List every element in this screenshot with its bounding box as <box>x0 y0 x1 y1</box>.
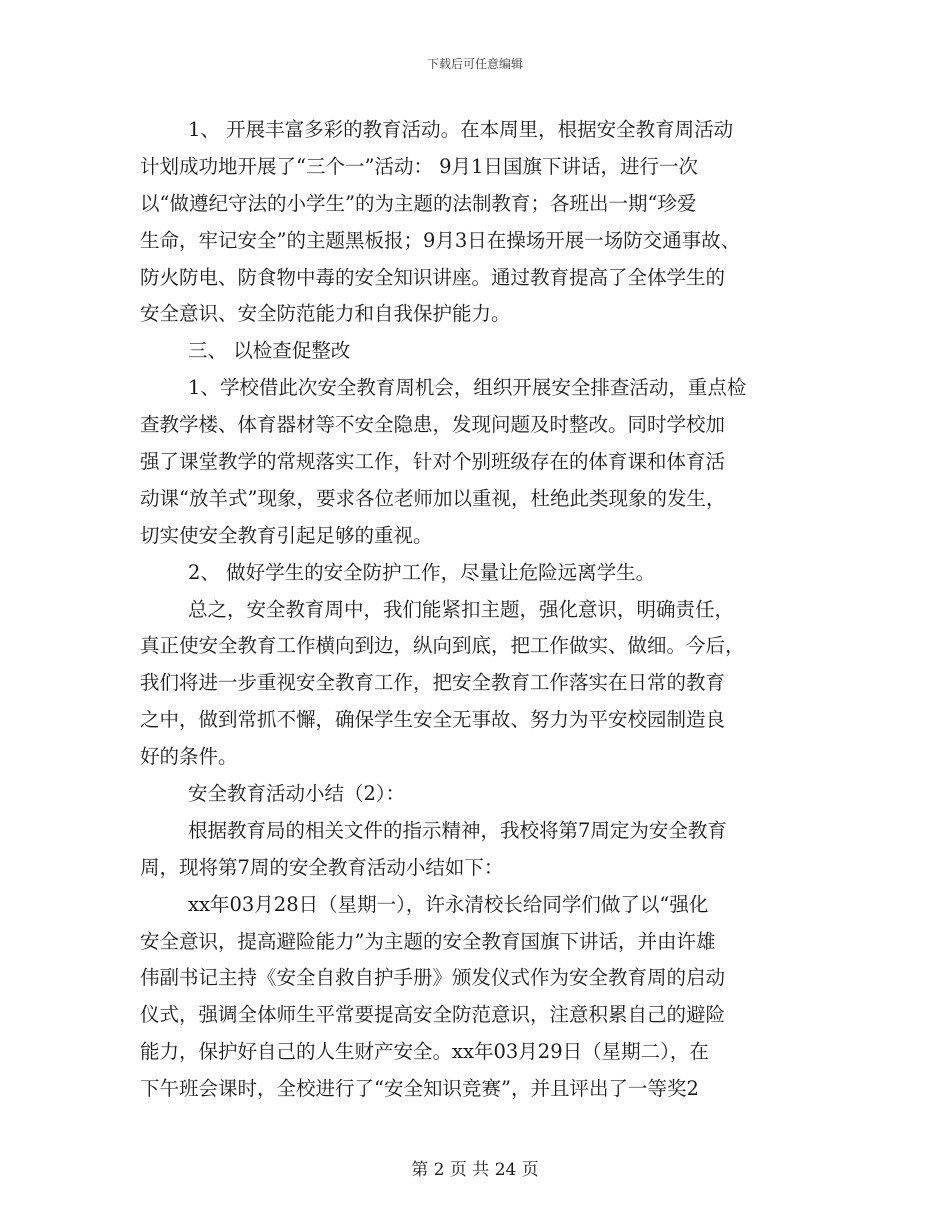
document-body <box>140 112 820 1108</box>
text-line: 强了课堂教学的常规落实工作，针对个别班级存在的体育课和体育活 <box>140 450 726 474</box>
text-line: 安全意识、安全防范能力和自我保护能力。 <box>140 302 511 326</box>
text-line: 仪式，强调全体师生平常要提高安全防范意识，注意积累自己的避险 <box>140 1003 726 1027</box>
text-line: 之中，做到常抓不懈，确保学生安全无事故、努力为平安校园制造良 <box>140 708 726 732</box>
text-line: 查教学楼、体育器材等不安全隐患，发现问题及时整改。同时学校加 <box>140 413 726 437</box>
text-line: 安全意识，提高避险能力”为主题的安全教育国旗下讲话，并由许雄 <box>140 929 716 953</box>
page-header: 下载后可任意编辑 <box>426 57 523 71</box>
text-line: 生命，牢记安全”的主题黑板报；9月3日在操场开展一场防交通事故、 <box>140 228 741 252</box>
text-line: 2、 做好学生的安全防护工作，尽量让危险远离学生。 <box>188 560 656 584</box>
text-line: 1、学校借此次安全教育周机会，组织开展安全排查活动，重点检 <box>188 376 747 400</box>
text-line: 总之，安全教育周中，我们能紧扣主题，强化意识，明确责任， <box>188 597 735 621</box>
text-line: 根据教育局的相关文件的指示精神，我校将第7周定为安全教育 <box>188 818 727 842</box>
text-line: 动课“放羊式”现象，要求各位老师加以重视，杜绝此类现象的发生， <box>140 486 726 510</box>
text-line: 切实使安全教育引起足够的重视。 <box>140 523 433 547</box>
text-line: 我们将进一步重视安全教育工作，把安全教育工作落实在日常的教育 <box>140 671 726 695</box>
text-line: 三、 以检查促整改 <box>188 339 351 363</box>
text-line: 安全教育活动小结（2）： <box>188 782 406 806</box>
text-line: 防火防电、防食物中毒的安全知识讲座。通过教育提高了全体学生的 <box>140 265 726 289</box>
text-line: 能力，保护好自己的人生财产安全。xx年03月29日（星期二），在 <box>140 1040 709 1064</box>
text-line: 周，现将第7周的安全教育活动小结如下： <box>140 855 504 879</box>
text-line: 下午班会课时，全校进行了“安全知识竞赛”，并且评出了一等奖2 <box>140 1077 699 1101</box>
text-line: 好的条件。 <box>140 745 238 769</box>
text-line: xx年03月28日（星期一），许永清校长给同学们做了以“强化 <box>188 892 709 916</box>
text-line: 1、 开展丰富多彩的教育活动。在本周里，根据安全教育周活动 <box>188 118 734 141</box>
text-line: 伟副书记主持《安全自救自护手册》颁发仪式作为安全教育周的启动 <box>140 966 726 990</box>
text-line: 计划成功地开展了“三个一”活动： 9月1日国旗下讲话，进行一次 <box>140 154 698 178</box>
text-line: 真正使安全教育工作横向到边，纵向到底，把工作做实、做细。今后， <box>140 634 745 658</box>
text-line: 以“做遵纪守法的小学生”的为主题的法制教育；各班出一期“珍爱 <box>140 191 697 215</box>
page-footer: 第 2 页 共 24 页 <box>411 1160 539 1180</box>
